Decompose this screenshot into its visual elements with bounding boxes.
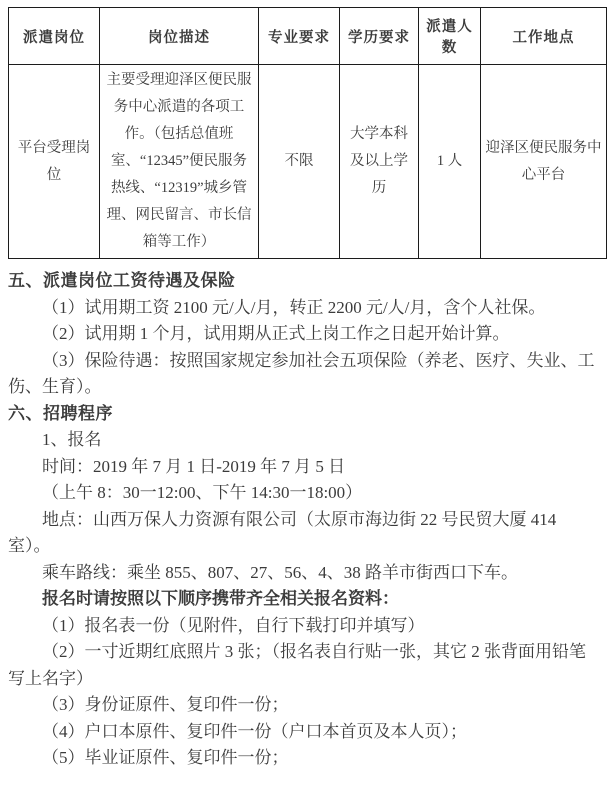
paragraph-probation-salary: （1）试用期工资 2100 元/人/月，转正 2200 元/人/月，含个人社保。 xyxy=(42,297,546,317)
paragraph-registration: 1、报名 xyxy=(42,430,102,449)
cell-education-requirement: 大学本科及以上学历 xyxy=(340,65,419,259)
paragraph-registration-address: 地点：山西万保人力资源有限公司（太原市海边街 22 号民贸大厦 414 室）。 xyxy=(8,509,557,555)
header-education-requirement: 学历要求 xyxy=(340,8,419,65)
paragraph-insurance-benefits: （3）保险待遇：按照国家规定参加社会五项保险（养老、医疗、失业、工伤、生育）。 xyxy=(8,350,595,396)
cell-job-description: 主要受理迎泽区便民服务中心派遣的各项工作。（包括总值班室、“12345”便民服务热线、“12319”城乡管理、网民留言、市长信箱等工作） xyxy=(100,65,259,259)
paragraph-material-household-register: （4）户口本原件、复印件一份（户口本首页及本人页）； xyxy=(42,721,467,741)
paragraph-probation-period: （2）试用期 1 个月，试用期从正式上岗工作之日起开始计算。 xyxy=(42,324,510,343)
header-work-location: 工作地点 xyxy=(481,8,607,65)
header-headcount: 派遣人数 xyxy=(419,8,481,65)
header-dispatch-position: 派遣岗位 xyxy=(9,8,100,65)
cell-dispatch-position: 平台受理岗位 xyxy=(9,65,100,259)
paragraph-registration-time: 时间：2019 年 7 月 1 日-2019 年 7 月 5 日 xyxy=(42,456,346,476)
paragraph-material-diploma: （5）毕业证原件、复印件一份； xyxy=(42,748,289,767)
table-header-row xyxy=(9,8,607,65)
cell-work-location: 迎泽区便民服务中心平台 xyxy=(481,65,607,259)
paragraph-material-photos: （2）一寸近期红底照片 3 张；（报名表自行贴一张，其它 2 张背面用铅笔写上名字） xyxy=(8,642,586,688)
cell-major-requirement: 不限 xyxy=(259,65,340,259)
section-heading-salary-insurance: 五、派遣岗位工资待遇及保险 xyxy=(8,271,236,290)
table-data-row xyxy=(9,65,607,259)
paragraph-materials-notice: 报名时请按照以下顺序携带齐全相关报名资料： xyxy=(42,589,399,608)
paragraph-material-id-card: （3）身份证原件、复印件一份； xyxy=(42,695,289,714)
section-heading-recruitment-procedure: 六、招聘程序 xyxy=(8,403,113,423)
paragraph-material-application-form: （1）报名表一份（见附件，自行下载打印并填写） xyxy=(42,615,425,635)
cell-headcount: 1 人 xyxy=(419,65,481,259)
document-body xyxy=(8,268,600,772)
header-major-requirement: 专业要求 xyxy=(259,8,340,65)
paragraph-registration-hours: （上午 8：30一12:00、下午 14:30一18:00） xyxy=(42,483,363,502)
positions-table xyxy=(8,7,607,259)
header-job-description: 岗位描述 xyxy=(100,8,259,65)
paragraph-bus-route: 乘车路线：乘坐 855、807、27、56、4、38 路羊市街西口下车。 xyxy=(42,562,518,582)
